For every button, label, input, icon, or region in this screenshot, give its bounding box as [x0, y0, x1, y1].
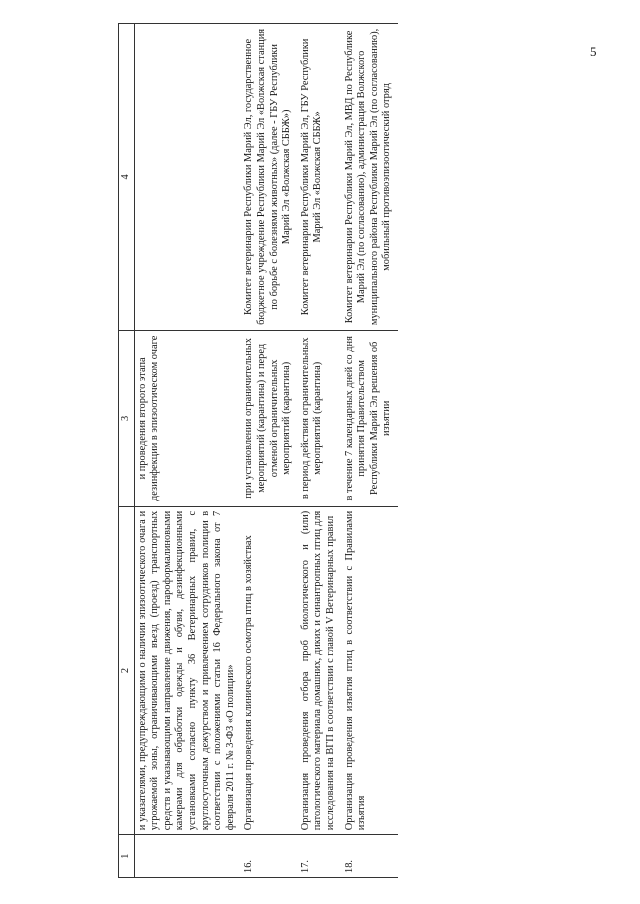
row-number	[134, 835, 241, 878]
row-number: 17.	[298, 835, 342, 878]
term-cell: и проведения второго этапа дезинфекции в эпизоотическом очаге	[134, 330, 241, 506]
measure-cell: Организация проведения изъятия птиц в соответствии с Правилами изъятия	[342, 506, 398, 834]
page-number: 5	[590, 44, 597, 59]
term-cell: в период действия ограничительных мероприятий (карантина)	[298, 330, 342, 506]
table-row	[298, 24, 342, 878]
column-header-1: 1	[119, 835, 135, 878]
term-cell: в течение 7 календарных дней со дня принятия Правительством Республики Марий Эл решения об изъятии	[342, 330, 398, 506]
responsible-cell: Комитет ветеринарии Республики Марий Эл, МВД по Республике Марий Эл (по согласованию), администрация Волжского муниципального района Республики Марий Эл (по согласованию), мобильный противоэпизоотический отряд	[342, 24, 398, 331]
responsible-cell: Комитет ветеринарии Республики Марий Эл, государственное бюджетное учреждение Республики Марий Эл «Волжская станция по борьбе с болезнями животных» (далее - ГБУ Республики Марий Эл «Волжская СББЖ»)	[241, 24, 297, 331]
column-header-4: 4	[119, 24, 135, 331]
table-row	[342, 24, 398, 878]
row-number: 18.	[342, 835, 398, 878]
measures-table	[118, 23, 398, 878]
table-row	[241, 24, 297, 878]
column-header-3: 3	[119, 330, 135, 506]
responsible-cell: Комитет ветеринарии Республики Марий Эл, ГБУ Республики Марий Эл «Волжская СББЖ»	[298, 24, 342, 331]
measure-cell: Организация проведения клинического осмотра птиц в хозяйствах	[241, 506, 297, 834]
table-row	[134, 24, 241, 878]
row-number: 16.	[241, 835, 297, 878]
measure-cell: Организация проведения отбора проб биологического и (или) патологического материала домашних, диких и синантропных птиц для исследования на ВГП в соответствии с главой V Ветеринарных правил	[298, 506, 342, 834]
table-header-row	[119, 24, 135, 878]
measure-cell: и указателями, предупреждающими о наличии эпизоотического очага и угрожаемой зоны, ограничивающими въезд (проезд) транспортных средств и указывающими направление движения, пароформалиновыми камерами для обработки одежды и обуви, дезинфекционными установками согласно пункту 36 Ветеринарных правил, с круглосуточным дежурством и привлечением сотрудников полиции в соответствии с положениями статьи 16 Федерального закона от 7 февраля 2011 г. № 3-ФЗ «О полиции»	[134, 506, 241, 834]
responsible-cell	[134, 24, 241, 331]
term-cell: при установлении ограничительных мероприятий (карантина) и перед отменой ограничительных мероприятий (карантина)	[241, 330, 297, 506]
column-header-2: 2	[119, 506, 135, 834]
